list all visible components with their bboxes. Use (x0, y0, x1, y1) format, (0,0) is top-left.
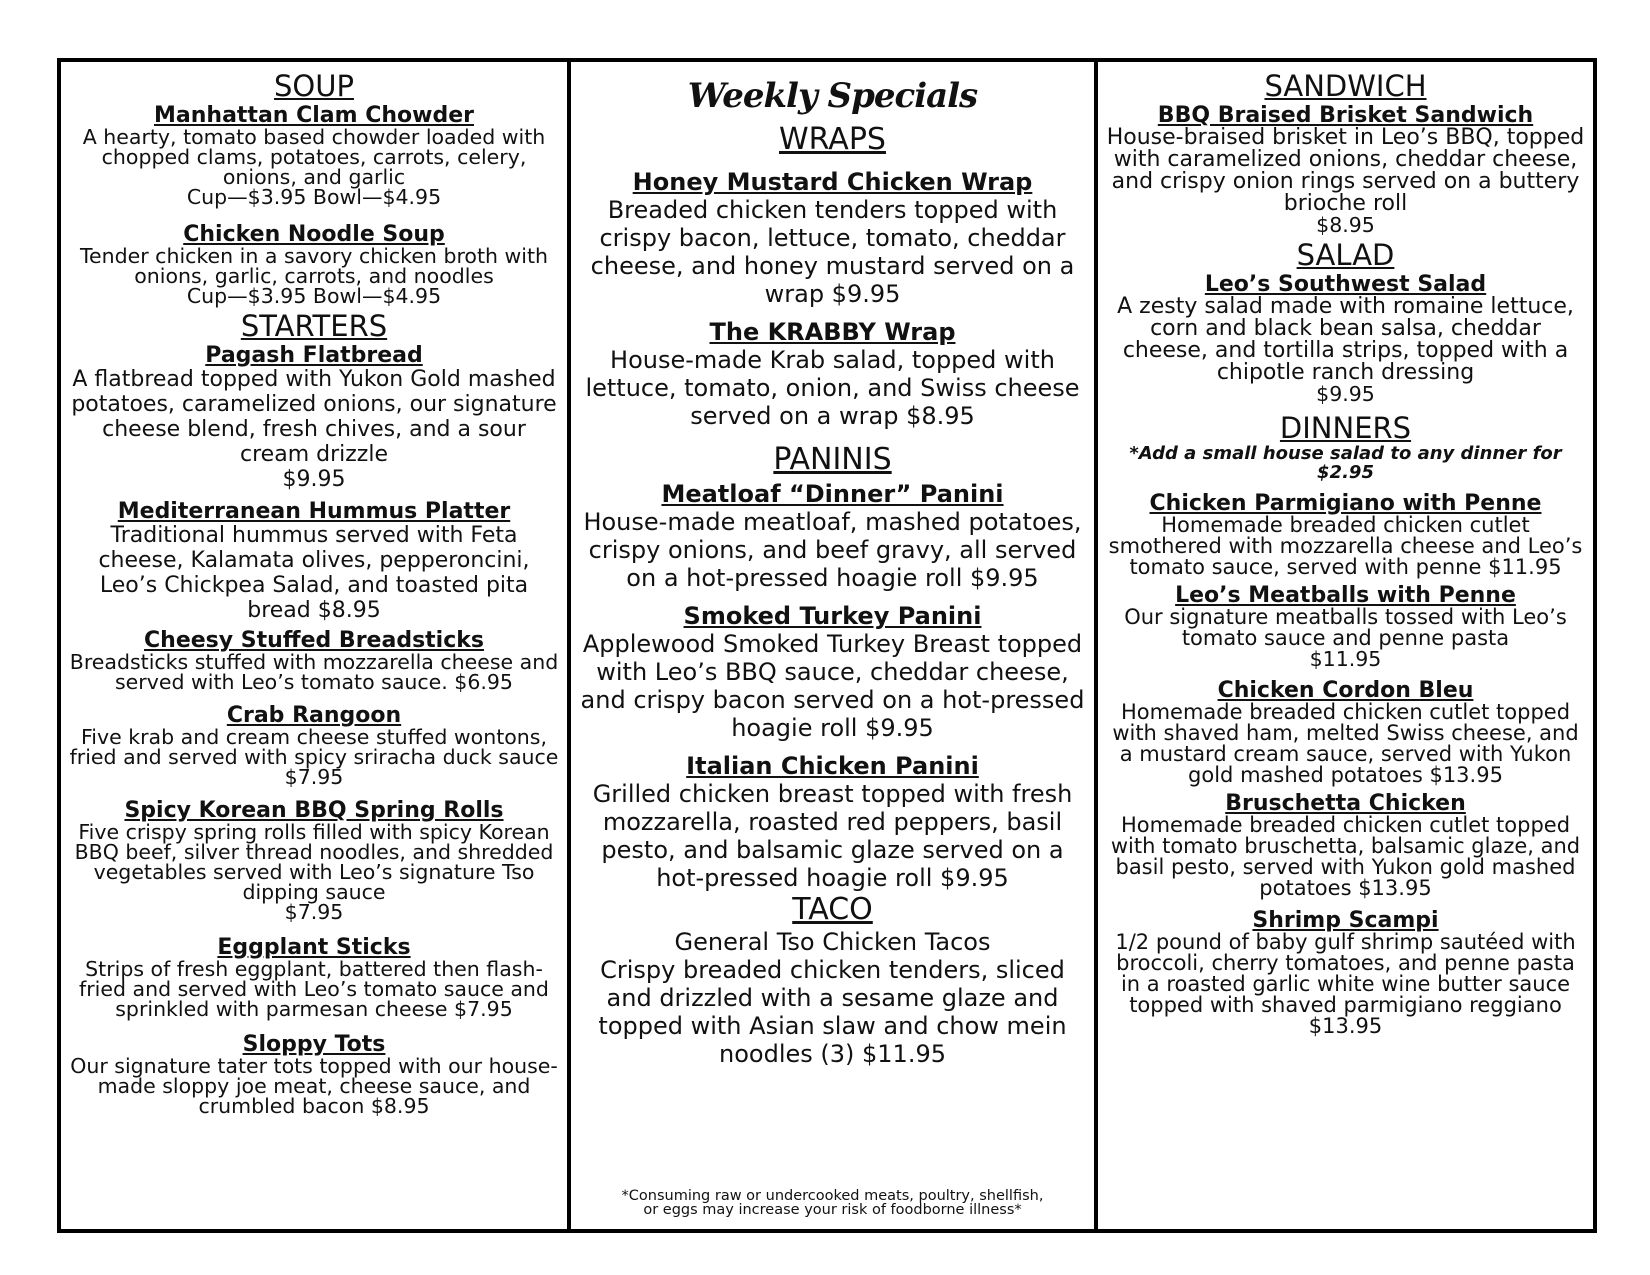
soup-heading: SOUP (274, 69, 354, 103)
item-desc: Tender chicken in a savory chicken broth with onions, garlic, carrots, and noodles (79, 244, 549, 288)
paninis-heading: PANINIS (773, 442, 892, 477)
item-desc: Homemade breaded chicken cutlet topped with shaved ham, melted Swiss cheese, and a mustard cream sauce, served with Yukon gold mashed potatoes $13.95 (1112, 700, 1579, 787)
item-desc: Applewood Smoked Turkey Breast topped with Leo’s BBQ sauce, cheddar cheese, and crispy bacon served on a hot-pressed hoagie roll $9.95 (580, 630, 1085, 742)
item-desc: Homemade breaded chicken cutlet smothered with mozzarella cheese and Leo’s tomato sauce, served with penne $11.95 (1108, 513, 1583, 579)
food-safety-disclaimer: *Consuming raw or undercooked meats, poultry, shellfish, or eggs may increase your risk of foodborne illness* (621, 1188, 1044, 1218)
item-title: Honey Mustard Chicken Wrap (632, 168, 1033, 196)
item-title: Smoked Turkey Panini (683, 602, 982, 630)
item-desc: House-braised brisket in Leo’s BBQ, topped with caramelized onions, cheddar cheese, and crispy onion rings served on a buttery brioche roll (1106, 125, 1585, 216)
item-desc: Homemade breaded chicken cutlet topped with tomato bruschetta, balsamic glaze, and basil pesto, served with Yukon gold mashed potatoes $13.95 (1110, 813, 1581, 900)
item-desc: Five krab and cream cheese stuffed wontons, fried and served with spicy sriracha duck sauce $7.95 (69, 725, 559, 789)
item-desc: Five crispy spring rolls filled with spicy Korean BBQ beef, silver thread noodles, and shredded vegetables served with Leo’s signature Tso dipping sauce (74, 820, 554, 904)
left-column (61, 62, 571, 1229)
item-title: Shrimp Scampi (1252, 908, 1439, 933)
item-desc: Strips of fresh eggplant, battered then flash-fried and served with Leo’s tomato sauce and sprinkled with parmesan cheese $7.95 (79, 957, 549, 1021)
item-title: Mediterranean Hummus Platter (117, 499, 511, 524)
item-title: Italian Chicken Panini (686, 752, 979, 780)
salad-heading: SALAD (1296, 238, 1395, 272)
taco-name: General Tso Chicken Tacos (674, 928, 991, 956)
item-title: Chicken Noodle Soup (183, 222, 445, 247)
item-price: $7.95 (284, 900, 344, 924)
item-price: $9.95 (1316, 382, 1375, 406)
item-title: The KRABBY Wrap (709, 318, 956, 346)
item-desc: Crispy breaded chicken tenders, sliced and drizzled with a sesame glaze and topped with Asian slaw and chow mein noodles (3) $11.95 (598, 956, 1067, 1068)
sandwich-heading: SANDWICH (1264, 69, 1427, 103)
item-title: Spicy Korean BBQ Spring Rolls (124, 798, 504, 823)
item-title: Chicken Cordon Bleu (1217, 678, 1474, 703)
item-title: Sloppy Tots (242, 1032, 386, 1057)
item-title: Meatloaf “Dinner” Panini (661, 480, 1004, 508)
item-title: Pagash Flatbread (205, 343, 423, 368)
taco-heading: TACO (792, 892, 873, 927)
item-price: Cup—$3.95 Bowl—$4.95 (186, 185, 442, 209)
wraps-heading: WRAPS (779, 122, 886, 157)
item-title: Eggplant Sticks (217, 935, 411, 960)
weekly-specials-banner: Weekly Specials (687, 76, 978, 116)
item-desc: Breadsticks stuffed with mozzarella cheese and served with Leo’s tomato sauce. $6.95 (69, 650, 559, 694)
item-desc: A hearty, tomato based chowder loaded with chopped clams, potatoes, carrots, celery, onions, and garlic (82, 125, 546, 189)
item-desc: A flatbread topped with Yukon Gold mashed potatoes, caramelized onions, our signature cheese blend, fresh chives, and a sour cream drizzle (71, 367, 557, 467)
item-desc: House-made meatloaf, mashed potatoes, crispy onions, and beef gravy, all served on a hot-pressed hoagie roll $9.95 (583, 508, 1082, 592)
item-price: $8.95 (1316, 213, 1375, 237)
item-price: $9.95 (282, 467, 346, 492)
right-column (1098, 62, 1593, 1229)
item-desc: Our signature tater tots topped with our house-made sloppy joe meat, cheese sauce, and crumbled bacon $8.95 (70, 1054, 558, 1118)
item-title: Chicken Parmigiano with Penne (1149, 491, 1542, 516)
item-desc: Grilled chicken breast topped with fresh mozzarella, roasted red peppers, basil pesto, and balsamic glaze served on a hot-pressed hoagie roll $9.95 (592, 780, 1073, 892)
item-desc: Our signature meatballs tossed with Leo’s tomato sauce and penne pasta (1124, 605, 1567, 650)
item-title: Crab Rangoon (226, 703, 402, 728)
item-price: Cup—$3.95 Bowl—$4.95 (186, 284, 442, 308)
dinners-note: *Add a small house salad to any dinner for $2.95 (1129, 443, 1562, 483)
item-title: Bruschetta Chicken (1225, 791, 1466, 816)
starters-heading: STARTERS (240, 309, 388, 343)
item-desc: House-made Krab salad, topped with lettuce, tomato, onion, and Swiss cheese served on a wrap $8.95 (585, 346, 1080, 430)
item-title: BBQ Braised Brisket Sandwich (1157, 103, 1534, 128)
dinners-heading: DINNERS (1279, 411, 1412, 445)
item-title: Cheesy Stuffed Breadsticks (144, 628, 484, 653)
item-desc: 1/2 pound of baby gulf shrimp sautéed with broccoli, cherry tomatoes, and penne pasta in a roasted garlic white wine butter sauce topped with shaved parmigiano reggiano $13.95 (1115, 930, 1576, 1038)
center-column (571, 62, 1098, 1229)
item-title: Leo’s Meatballs with Penne (1175, 583, 1516, 608)
item-desc: Breaded chicken tenders topped with crispy bacon, lettuce, tomato, cheddar cheese, and honey mustard served on a wrap $9.95 (590, 196, 1075, 308)
menu-frame (57, 58, 1597, 1233)
item-desc: A zesty salad made with romaine lettuce, corn and black bean salsa, cheddar cheese, and tortilla strips, topped with a chipotle ranch dressing (1117, 294, 1574, 385)
item-title: Manhattan Clam Chowder (154, 103, 474, 128)
item-desc: Traditional hummus served with Feta cheese, Kalamata olives, pepperoncini, Leo’s Chickpea Salad, and toasted pita bread $8.95 (98, 523, 530, 623)
item-title: Leo’s Southwest Salad (1204, 272, 1487, 297)
item-price: $11.95 (1309, 647, 1382, 671)
